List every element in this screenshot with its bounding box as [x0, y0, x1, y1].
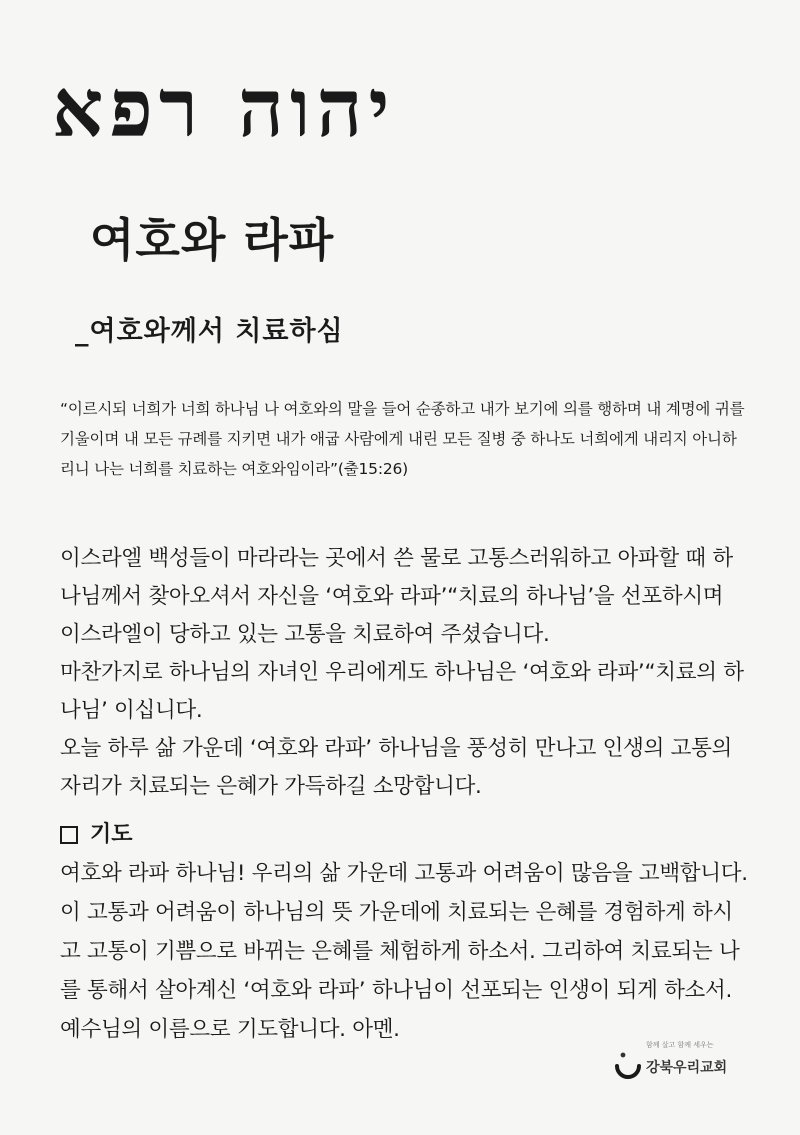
- prayer-text: 여호와 라파 하나님! 우리의 삶 가운데 고통과 어려움이 많음을 고백합니다. 이 고통과 어려움이 하나님의 뜻 가운데에 치료되는 은혜를 경험하게 하시고 고통이 기쁨으로 바뀌는 은혜를 체험하게 하소서. 그리하여 치료되는 나를 통해서 살아계신 ‘여호와 라파’ 하나님이 선포되는 인생이 되게 하소서. 예수님의 이름으로 기도합니다. 아멘.: [60, 861, 748, 1042]
- logo-tagline: 함께 살고 함께 세우는: [646, 1041, 714, 1049]
- body-paragraph: 오늘 하루 삶 가운데 ‘여호와 라파’ 하나님을 풍성히 만나고 인생의 고통의 자리가 치료되는 은혜가 가득하길 소망합니다.: [60, 736, 733, 799]
- church-logo-icon: [614, 1050, 642, 1084]
- prayer-heading-label: 기도: [90, 822, 133, 847]
- body-paragraph: 이스라엘 백성들이 마라라는 곳에서 쓴 물로 고통스러워하고 아파할 때 하나님께서 찾아오셔서 자신을 ‘여호와 라파’“치료의 하나님’을 선포하시며 이스라엘이 당하고 있는 고통을 치료하여 주셨습니다.: [60, 546, 733, 647]
- checkbox-square-icon: [60, 826, 78, 844]
- prayer-heading: [60, 818, 133, 852]
- logo-name: 강북우리교회: [646, 1060, 728, 1076]
- page-title: 여호와 라파: [90, 213, 335, 267]
- church-logo: [614, 1040, 754, 1090]
- scripture-verse: “이르시되 너희가 너희 하나님 나 여호와의 말을 들어 순종하고 내가 보기에 의를 행하며 내 계명에 귀를 기울이며 내 모든 규례를 지키면 내가 애굽 사람에게 내린 모든 질병 중 하나도 너희에게 내리지 아니하리니 나는 너희를 치료하는 여호와임이라”(출15:26): [60, 400, 745, 478]
- page-subtitle: _여호와께서 치료하심: [75, 316, 344, 347]
- body-section: [60, 540, 750, 806]
- hebrew-title: יהוה רפא: [52, 61, 396, 155]
- body-paragraph: 마찬가지로 하나님의 자녀인 우리에게도 하나님은 ‘여호와 라파’“치료의 하나님’ 이십니다.: [60, 660, 744, 723]
